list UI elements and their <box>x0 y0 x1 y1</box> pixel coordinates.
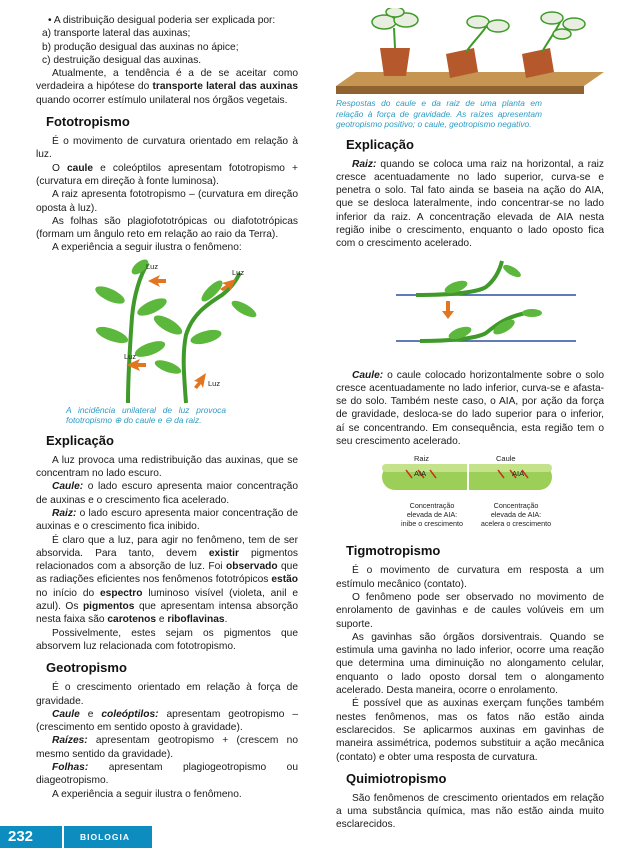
fototropismo-heading: Fototropismo <box>46 114 130 130</box>
right-raiz-paragraph <box>336 158 604 251</box>
option-c: c) destruição desigual das auxinas. <box>42 54 202 66</box>
horizontal-plant-illustration <box>336 257 604 369</box>
tigmo-paragraph-3: As gavinhas são órgãos dorsiventrais. Quando se estimula uma gavinha no lado inferior, ocorre uma reação que determina uma diminuição no alongamento celular, enquanto o lado oposto dorsal tem o alongamento acelerado. Desta maneira, ocorre o enrolamento. <box>336 631 604 697</box>
explicacao-heading-left: Explicação <box>46 432 114 448</box>
exp-paragraph-5: Possivelmente, estes sejam os pigmentos que absorvem luz relacionada com fototropismo. <box>36 627 298 652</box>
conc-right-1: Concentração <box>493 501 539 511</box>
exp-raiz-label: Raiz: <box>52 507 77 519</box>
right-caule-paragraph <box>336 369 604 449</box>
geo-caule-and: e <box>79 708 102 720</box>
intro-bold: transporte lateral das auxinas <box>152 81 298 93</box>
luz-label-1: Luz <box>146 261 159 271</box>
option-a: a) transporte lateral das auxinas; <box>42 28 191 40</box>
exp-paragraph-4 <box>36 534 298 627</box>
exp-raiz-text: o lado escuro apresenta maior concentração de auxinas e o crescimento fica inibido. <box>36 507 298 533</box>
foto-p2-a: O <box>52 162 67 174</box>
luz-label-4: Luz <box>208 378 221 388</box>
right-raiz-label: Raiz: <box>352 158 377 170</box>
p4f: estão <box>271 574 298 586</box>
exp-raiz-paragraph <box>36 507 298 534</box>
phototropism-figure <box>36 255 298 405</box>
foto-paragraph-5: A experiência a seguir ilustra o fenômeno: <box>52 242 242 254</box>
phototropism-caption: A incidência unilateral de luz provoca fototropismo ⊕ do caule e ⊖ da raiz. <box>66 404 226 426</box>
quimio-paragraph-1: São fenômenos de crescimento orientados em relação a uma substância química, mas não estão ainda muito esclarecidos. <box>336 792 604 831</box>
geo-raiz-paragraph <box>36 734 298 761</box>
conc-left-3: inibe o crescimento <box>401 519 463 529</box>
foto-paragraph-2 <box>36 162 298 189</box>
p4k: que apresentam intensa absorção nesta faixa são <box>36 601 298 626</box>
foto-paragraph-1: É o movimento de curvatura orientado em relação à luz. <box>36 136 298 161</box>
geo-folhas-text: apresentam plagiogeotropismo ou diageotropismo. <box>36 761 298 787</box>
p4b: existir <box>208 547 239 559</box>
p4j: pigmentos <box>82 601 135 613</box>
foto-p2-bold: caule <box>67 162 94 174</box>
exp-paragraph-1: A luz provoca uma redistribuição das auxinas, que se concentram no lado escuro. <box>36 454 298 480</box>
exp-caule-paragraph <box>36 480 298 507</box>
geotropismo-heading: Geotropismo <box>46 660 127 676</box>
geo-paragraph-1: É o crescimento orientado em relação à força de gravidade. <box>36 682 298 707</box>
foto-paragraph-3: A raiz apresenta fototropismo – (curvatura em direção oposta à luz). <box>36 189 298 214</box>
geo-folhas-paragraph <box>36 761 298 788</box>
p4n: riboflavinas <box>167 614 225 626</box>
geo-paragraph-5: A experiência a seguir ilustra o fenômeno. <box>52 788 242 800</box>
exp-caule-label: Caule: <box>52 481 84 493</box>
foto-paragraph-4: As folhas são plagiofototrópicas ou diafototrópicas (formam um ângulo reto em relação ao raio da Terra). <box>36 215 298 241</box>
luz-label-2: Luz <box>232 267 245 277</box>
page-footer <box>0 826 638 848</box>
p4m: e <box>156 614 168 626</box>
p4a: É claro que a luz, para agir no fenômeno, tem de ser absorvida. Para tanto, devem <box>36 534 298 559</box>
explicacao-heading-right: Explicação <box>346 136 414 152</box>
foto-p2-c: e coleóptilos apresentam fototropismo + (curvatura em direção à fonte luminosa). <box>36 162 298 187</box>
p4h: espectro <box>100 587 143 599</box>
tigmo-paragraph-1: É o movimento de curvatura em resposta a um estímulo mecânico (contato). <box>336 565 604 590</box>
conc-left-2: elevada de AIA: <box>406 510 458 520</box>
intro-text-end: quando ocorrer estímulo unilateral nos órgãos vegetais. <box>36 94 288 106</box>
gravity-plants-figure <box>336 8 604 104</box>
right-column <box>336 8 604 832</box>
horizontal-plant-figure <box>336 257 604 369</box>
geo-coleoptilos-label: coleóptilos: <box>101 708 159 720</box>
raiz-label: Raiz <box>414 454 430 464</box>
gravity-plants-illustration <box>336 8 604 104</box>
intro-bullet: • A distribuição desigual poderia ser explicada por: <box>48 15 276 26</box>
luz-label-3: Luz <box>124 351 137 361</box>
geo-caule-text: apresentam geotropismo – (crescimento em sentido oposto à gravidade). <box>36 708 298 734</box>
conc-left-1: Concentração <box>409 501 455 511</box>
geo-raiz-label: Raízes: <box>52 735 88 747</box>
p4i: luminoso visível (violeta, anil e azul). Os <box>36 587 299 613</box>
right-caule-label: Caule: <box>352 369 384 381</box>
exp-caule-text: o lado escuro apresenta maior concentração de auxinas e o crescimento fica acelerado. <box>36 481 298 506</box>
right-raiz-text: quando se coloca uma raiz na horizontal, a raiz cresce acentuadamente no lado superior, curva-se e penetra o solo. Tal fato ainda se baseia na ação do AIA, que se desloca lateralmente, indo concentrar-se no lado inferior da raiz. A concentração elevada de AIA nesta região inibe o crescimento, enquanto o lado oposto fica com o crescimento acelerado. <box>336 158 604 250</box>
right-caule-text: o caule colocado horizontalmente sobre o solo cresce acentuadamente no lado inferior, curva-se e afasta-se do solo. Também neste caso, o AIA, por ação da força de gravidade, desloca-se do lado superior para o inferior, aí se concentrando. Em consequência, esta região tem o seu crescimento acelerado. <box>336 369 604 448</box>
intro-text: Atualmente, a tendência é a de se aceitar como verdadeira a hipótese do <box>36 68 298 93</box>
quimiotropismo-heading: Quimiotropismo <box>346 770 447 786</box>
subject-label: BIOLOGIA <box>62 826 152 848</box>
tigmotropismo-heading: Tigmotropismo <box>346 543 441 559</box>
p4l: carotenos <box>107 614 157 626</box>
geo-raiz-text: apresentam geotropismo + (crescem no mesmo sentido da gravidade). <box>36 735 298 760</box>
conc-right-3: acelera o crescimento <box>480 519 552 529</box>
phototropism-illustration <box>36 255 298 405</box>
aia-diagram-figure <box>336 452 604 536</box>
p4o: . <box>224 614 228 626</box>
tigmo-paragraph-2: O fenômeno pode ser observado no movimento de enrolamento de gavinhas e de caules volúveis em um suporte. <box>336 591 604 630</box>
page-number: 232 <box>0 826 62 848</box>
p4g: no início do <box>36 587 101 599</box>
intro-paragraph <box>36 67 298 107</box>
gravity-caption: Respostas do caule e da raiz de uma planta em relação à força de gravidade. As raízes apresentam geotropismo positivo; o caule, geotropismo negativo. <box>336 98 542 129</box>
geo-caule-label: Caule <box>52 708 80 720</box>
p4c: pigmentos relacionados com a absorção de luz. Foi <box>36 547 298 573</box>
conc-right-2: elevada de AIA: <box>490 510 542 520</box>
geo-caule-paragraph <box>36 708 298 735</box>
p4d: observado <box>226 561 278 573</box>
tigmo-paragraph-4: É possível que as auxinas exerçam funções também nestes fenômenos, mas os fatos não estão ainda esclarecidos. Se aplicarmos auxinas em gavinhas de maneira assimétrica, podemos substituir a ação mecânica (contato) e obter uma resposta de curvatura. <box>336 698 604 763</box>
left-column <box>36 14 298 801</box>
aia-label-left: AIA <box>414 469 427 479</box>
caule-label: Caule <box>496 454 516 464</box>
option-b: b) produção desigual das auxinas no ápice; <box>42 41 239 53</box>
aia-diagram <box>336 452 604 536</box>
p4e: que as radiações eficientes nos fenômenos fototrópicos <box>36 561 299 586</box>
aia-label-right: AIA <box>512 469 525 479</box>
geo-folhas-label: Folhas: <box>52 761 89 773</box>
